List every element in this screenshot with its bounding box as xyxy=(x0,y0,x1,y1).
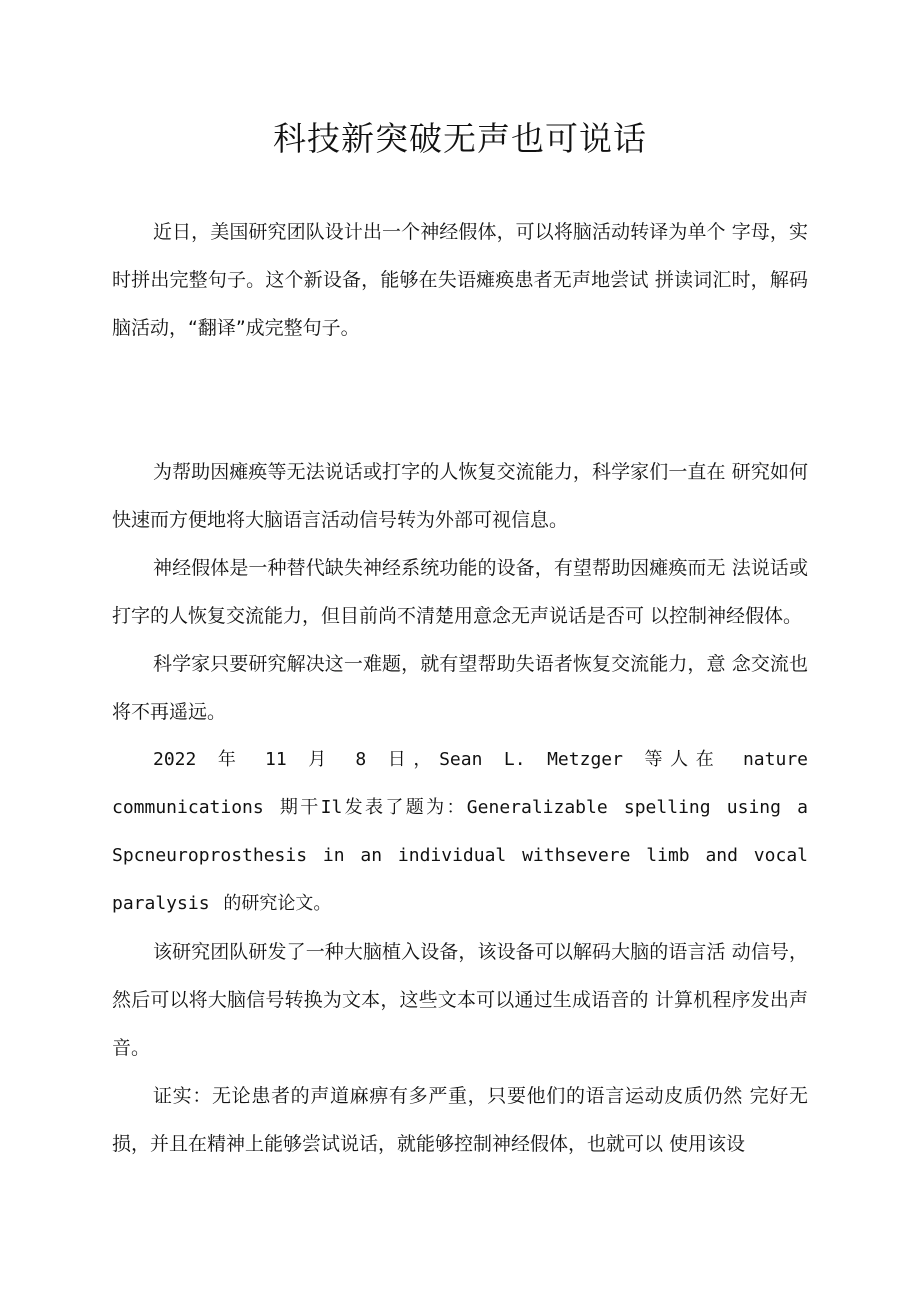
paragraph-device: 该研究团队研发了一种大脑植入设备，该设备可以解码大脑的语言活 动信号，然后可以将大脑信号转换为文本，这些文本可以通过生成语音的 计算机程序发出声音。 xyxy=(112,941,808,1059)
paragraph-research-goal: 为帮助因瘫痪等无法说话或打字的人恢复交流能力，科学家们一直在 研究如何快速而方便地将大脑语言活动信号转为外部可视信息。 xyxy=(112,461,808,531)
paragraph-finding: 证实：无论患者的声道麻痹有多严重，只要他们的语言运动皮质仍然 完好无损，并且在精神上能够尝试说话，就能够控制神经假体，也就可以 使用该设 xyxy=(112,1085,808,1155)
document-title: 科技新突破无声也可说话 xyxy=(273,119,647,158)
paragraph-gap xyxy=(112,352,808,400)
paragraph-neural-prosthesis: 神经假体是一种替代缺失神经系统功能的设备，有望帮助因瘫痪而无 法说话或打字的人恢复交流能力，但目前尚不清楚用意念无声说话是否可 以控制神经假体。 xyxy=(112,557,808,627)
paragraph-gap xyxy=(112,400,808,448)
paragraph-publication: 2022 年 11 月 8 日，Sean L. Metzger 等人在 nature communications 期干Il发表了题为：Generalizable spelling using a Spcneuroprosthesis in an individual withsevere limb and vocal paralysis 的研究论文。 xyxy=(112,749,808,914)
paragraph-challenge: 科学家只要研究解决这一难题，就有望帮助失语者恢复交流能力，意 念交流也将不再遥远。 xyxy=(112,653,808,723)
paragraph-intro: 近日，美国研究团队设计出一个神经假体，可以将脑活动转译为单个 字母，实时拼出完整句子。这个新设备，能够在失语瘫痪患者无声地尝试 拼读词汇时，解码脑活动，“翻译”成完整句子。 xyxy=(112,221,808,339)
document-body xyxy=(112,208,808,1168)
